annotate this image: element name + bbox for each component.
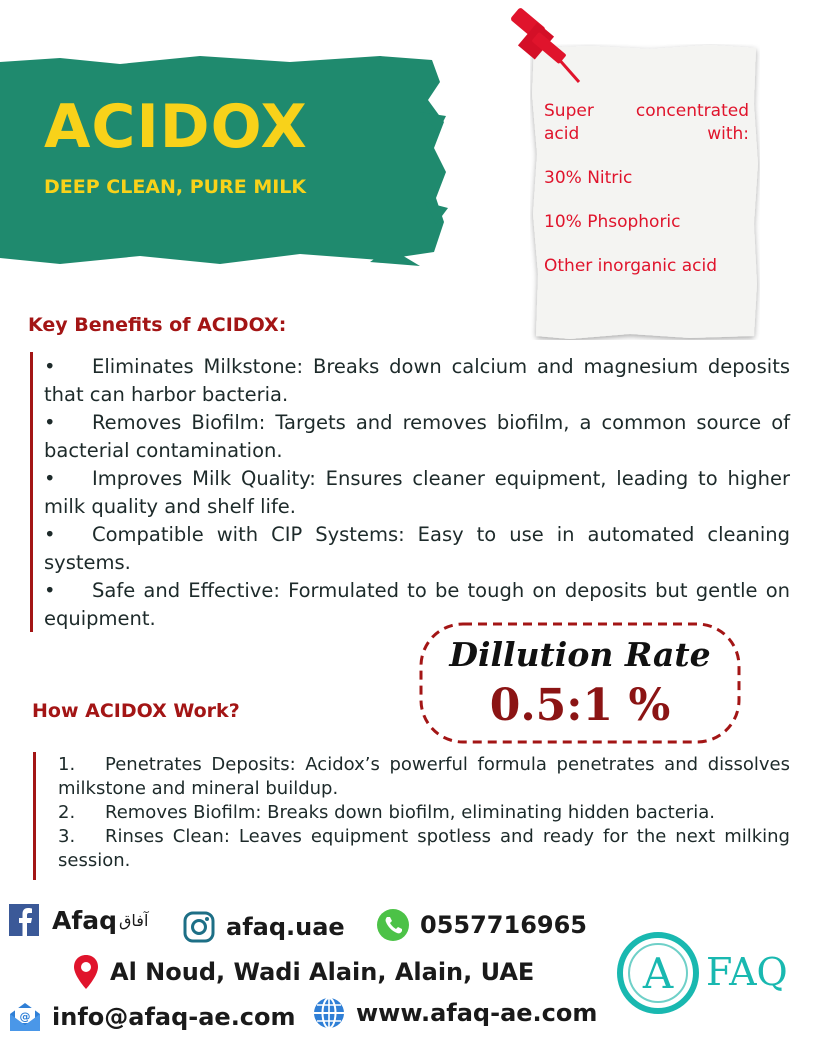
globe-icon <box>312 996 346 1030</box>
website-contact[interactable] <box>312 996 597 1030</box>
how-heading: How ACIDOX Work? <box>32 700 240 722</box>
facebook-icon <box>8 903 42 937</box>
step-text: Removes Biofilm: Breaks down biofilm, eliminating hidden bacteria. <box>105 802 715 823</box>
benefits-heading: Key Benefits of ACIDOX: <box>28 314 287 336</box>
step-number: 3. <box>58 826 76 847</box>
benefit-text: Eliminates Milkstone: Breaks down calcium and magnesium deposits that can harbor bacteria. <box>44 355 790 406</box>
email-address: info@afaq-ae.com <box>52 1003 296 1031</box>
email-icon <box>8 1000 42 1034</box>
note-line: 10% Phsophoric <box>544 211 681 232</box>
bullet: • <box>44 579 56 602</box>
instagram-contact[interactable] <box>182 910 345 944</box>
steps-list <box>58 753 790 873</box>
dilution-title: Dillution Rate <box>449 635 711 674</box>
facebook-name: Afaq <box>52 905 117 935</box>
phone-number: 0557716965 <box>420 911 587 939</box>
benefit-text: Safe and Effective: Formulated to be tough on deposits but gentle on equipment. <box>44 579 790 630</box>
svg-text:@: @ <box>19 1010 31 1023</box>
address-text: Al Noud, Wadi Alain, Alain, UAE <box>110 958 535 986</box>
list-item <box>44 353 790 409</box>
logo-letter: A <box>642 949 674 998</box>
facebook-name-arabic: آفاق <box>119 910 149 930</box>
benefits-accent-bar <box>30 352 33 632</box>
benefit-text: Removes Biofilm: Targets and removes biofilm, a common source of bacterial contamination. <box>44 411 790 462</box>
instagram-icon <box>182 910 216 944</box>
facebook-contact[interactable] <box>8 903 148 937</box>
address-contact[interactable] <box>72 954 534 990</box>
list-item <box>44 409 790 465</box>
note-line: Other inorganic acid <box>544 255 717 276</box>
location-pin-icon <box>72 954 100 990</box>
logo-text: FAQ <box>706 950 788 994</box>
note-line: 30% Nitric <box>544 167 633 188</box>
phone-contact[interactable] <box>376 908 587 942</box>
bullet: • <box>44 523 56 546</box>
benefit-text: Improves Milk Quality: Ensures cleaner equipment, leading to higher milk quality and shelf life. <box>44 467 790 518</box>
list-item <box>58 753 790 801</box>
page-subtitle: DEEP CLEAN, PURE MILK <box>44 176 307 198</box>
note-line: Super concentrated acid with: <box>544 101 749 144</box>
note-text <box>544 100 749 299</box>
step-text: Penetrates Deposits: Acidox’s powerful formula penetrates and dissolves milkstone and mineral buildup. <box>58 754 790 799</box>
bullet: • <box>44 467 56 490</box>
instagram-handle: afaq.uae <box>226 913 345 941</box>
step-number: 1. <box>58 754 76 775</box>
benefit-text: Compatible with CIP Systems: Easy to use in automated cleaning systems. <box>44 523 790 574</box>
bullet: • <box>44 355 56 378</box>
email-contact[interactable] <box>8 1000 296 1034</box>
list-item <box>44 465 790 521</box>
dilution-value: 0.5:1 % <box>489 680 671 731</box>
whatsapp-icon <box>376 908 410 942</box>
step-number: 2. <box>58 802 76 823</box>
list-item <box>44 521 790 577</box>
benefits-list <box>44 353 790 633</box>
page-title: ACIDOX <box>44 92 308 162</box>
step-text: Rinses Clean: Leaves equipment spotless and ready for the next milking session. <box>58 826 790 871</box>
list-item <box>58 801 790 825</box>
bullet: • <box>44 411 56 434</box>
list-item <box>58 825 790 873</box>
afaq-logo <box>616 930 806 1020</box>
pushpin-icon <box>505 8 585 86</box>
how-accent-bar <box>33 752 36 880</box>
website-url: www.afaq-ae.com <box>356 999 598 1027</box>
